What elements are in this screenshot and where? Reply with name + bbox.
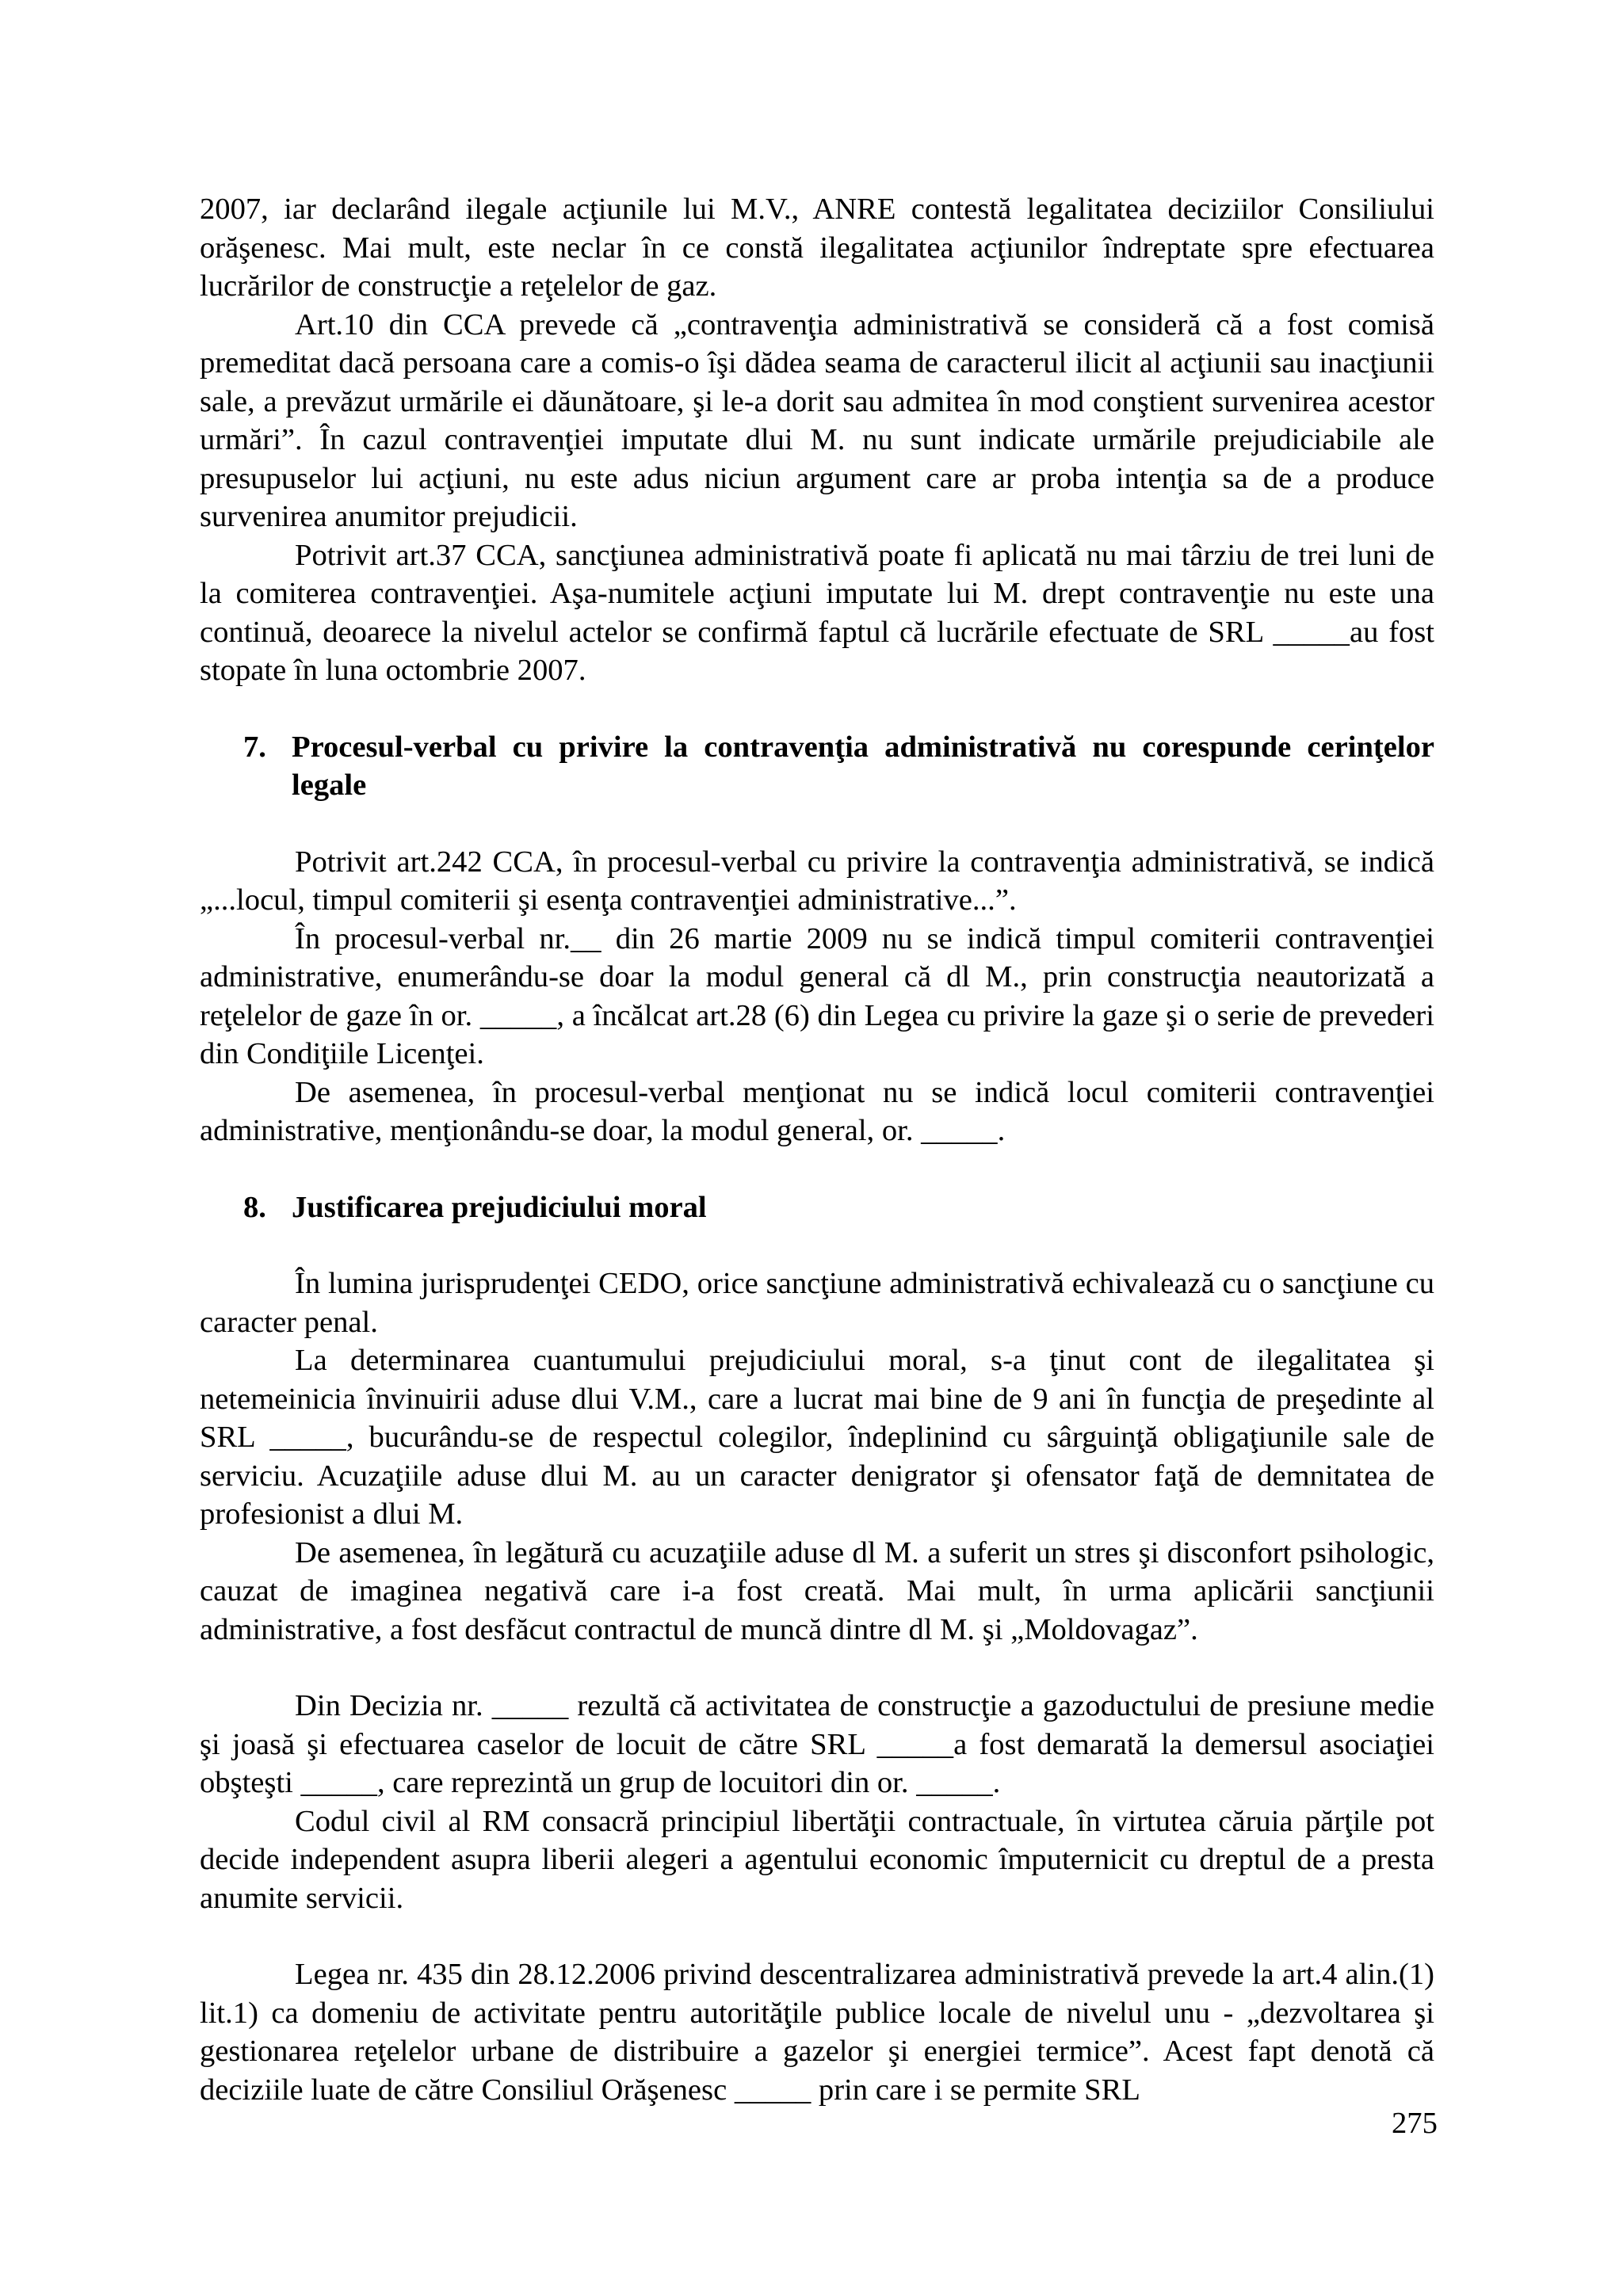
paragraph-proces-verbal: În procesul-verbal nr.__ din 26 martie 2009 nu se indică timpul comiterii contravenţiei administrative, enumerându-se doar la modul general că dl M., prin construcţia neautorizată a reţelelor de gaze în or. _____, a încălcat art.28 (6) din Legea cu privire la gaze şi o serie de prevederi din Condiţiile Licenţei. [200,921,1434,1070]
paragraph-stres: De asemenea, în legătură cu acuzaţiile aduse dl M. a suferit un stres şi disconfort psihologic, cauzat de imaginea negativă care i-a fost creată. Mai mult, în urma aplicării sancţiunii administrative, a fost desfăcut contractul de muncă dintre dl M. şi „Moldovagaz”. [200,1535,1434,1646]
paragraph-art10: Art.10 din CCA prevede că „contravenţia administrativă se consideră că a fost comisă premeditat dacă persoana care a comis-o îşi dădea seama de caracterul ilicit al acţiunii sau inacţiunii sale, a prevăzut urmările ei dăunătoare, şi le-a dorit sau admitea în mod conştient survenirea acestor urmări”. În cazul contravenţiei imputate dlui M. nu sunt indicate urmările prejudiciabile ale presupuselor lui acţiuni, nu este adus niciun argument care ar proba intenţia sa de a produce survenirea anumitor prejudicii. [200,307,1434,533]
paragraph-intro-1: 2007, iar declarând ilegale acţiunile lui M.V., ANRE contestă legalitatea deciziilor Consiliului orăşenesc. Mai mult, este neclar în ce constă ilegalitatea acţiunilor îndreptate spre efectuarea lucrărilor de construcţie a reţelelor de gaz. [200,193,1434,303]
page-number: 275 [1392,2107,1438,2140]
section-7-title: Procesul-verbal cu privire la contravenţia administrativă nu corespunde cerinţelor legale [292,730,1434,802]
paragraph-art37: Potrivit art.37 CCA, sancţiunea administrativă poate fi aplicată nu mai târziu de trei luni de la comiterea contravenţiei. Aşa-numitele acţiuni imputate lui M. drept contravenţie nu este una continuă, deoarece la nivelul actelor se confirmă faptul că lucrările efectuate de SRL _____au fost stopate în luna octombrie 2007. [200,538,1434,687]
paragraph-cedo: În lumina jurisprudenţei CEDO, orice sancţiune administrativă echivalează cu o sancţiune cu caracter penal. [200,1267,1434,1339]
paragraph-art242: Potrivit art.242 CCA, în procesul-verbal cu privire la contravenţia administrativă, se indică „...locul, timpul comiterii şi esenţa contravenţiei administrative...”. [200,845,1434,917]
paragraph-codul-civil: Codul civil al RM consacră principiul libertăţii contractuale, în virtutea căruia părţile pot decide independent asupra liberii alegeri a agentului economic împuternicit cu dreptul de a presta anumite servicii. [200,1804,1434,1915]
section-7-number: 7. [243,730,266,764]
section-8-title: Justificarea prejudiciului moral [292,1190,707,1224]
paragraph-decizia: Din Decizia nr. _____ rezultă că activitatea de construcţie a gazoductului de presiune medie şi joasă şi efectuarea caselor de locuit de către SRL _____a fost demarată la demersul asociaţiei obşteşti _____, care reprezintă un grup de locuitori din or. _____. [200,1689,1434,1799]
section-7-heading [200,728,1434,805]
document-page [200,190,1434,2109]
section-8-number: 8. [243,1190,266,1224]
section-8-heading [200,1188,1434,1227]
paragraph-cuantum: La determinarea cuantumului prejudiciului moral, s-a ţinut cont de ilegalitatea şi netemeinicia învinuirii aduse dlui V.M., care a lucrat mai bine de 9 ani în funcţia de preşedinte al SRL _____, bucurându-se de respectul colegilor, îndeplinind cu sârguinţă obligaţiunile sale de serviciu. Acuzaţiile aduse dlui M. au un caracter denigrator şi ofensator faţă de demnitatea de profesionist a dlui M. [200,1344,1434,1531]
paragraph-locul: De asemenea, în procesul-verbal menţionat nu se indică locul comiterii contravenţiei administrative, menţionându-se doar, la modul general, or. _____. [200,1075,1434,1147]
paragraph-legea-435: Legea nr. 435 din 28.12.2006 privind descentralizarea administrativă prevede la art.4 alin.(1) lit.1) ca domeniu de activitate pentru autorităţile publice locale de nivelul unu - „dezvoltarea şi gestionarea reţelelor urbane de distribuire a gazelor şi energiei termice”. Acest fapt denotă că deciziile luate de către Consiliul Orăşenesc _____ prin care i se permite SRL [200,1958,1434,2107]
